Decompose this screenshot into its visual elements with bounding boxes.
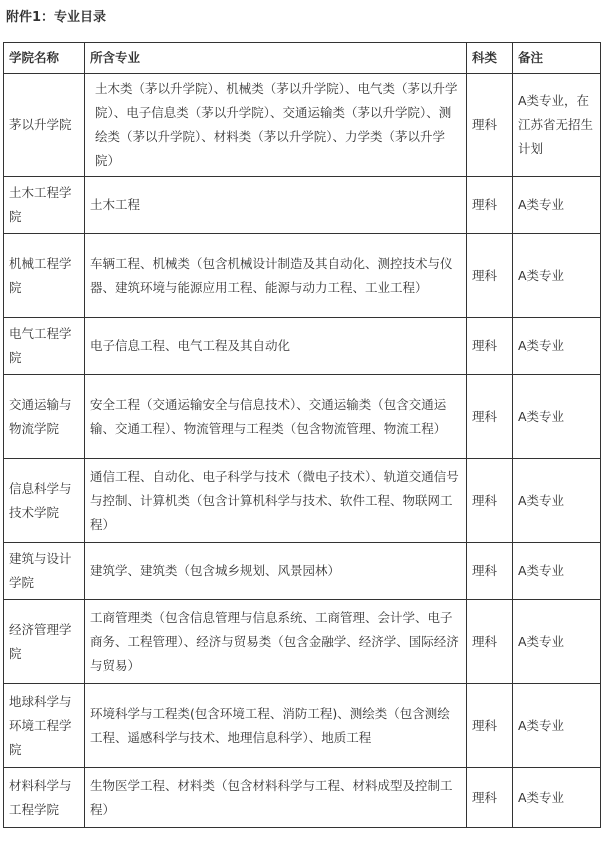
category-cell: 理科	[467, 375, 513, 459]
note-cell: A类专业	[513, 600, 601, 684]
note-cell: A类专业	[513, 459, 601, 543]
table-row	[4, 318, 601, 375]
table-header-row	[4, 43, 601, 74]
header-college: 学院名称	[4, 43, 85, 74]
majors-cell: 土木工程	[85, 177, 467, 234]
majors-cell: 电子信息工程、电气工程及其自动化	[85, 318, 467, 375]
category-cell: 理科	[467, 318, 513, 375]
category-cell: 理科	[467, 234, 513, 318]
note-cell: A类专业	[513, 768, 601, 828]
category-cell: 理科	[467, 768, 513, 828]
note-cell: A类专业	[513, 234, 601, 318]
table-row	[4, 768, 601, 828]
majors-cell: 车辆工程、机械类（包含机械设计制造及其自动化、测控技术与仪器、建筑环境与能源应用工程、能源与动力工程、工业工程）	[85, 234, 467, 318]
college-cell: 土木工程学院	[4, 177, 85, 234]
majors-cell: 通信工程、自动化、电子科学与技术（微电子技术）、轨道交通信号与控制、计算机类（包含计算机科学与技术、软件工程、物联网工程）	[85, 459, 467, 543]
college-cell: 机械工程学院	[4, 234, 85, 318]
major-catalog-table	[3, 42, 601, 828]
table-row	[4, 375, 601, 459]
category-cell: 理科	[467, 543, 513, 600]
category-cell: 理科	[467, 600, 513, 684]
majors-cell: 工商管理类（包含信息管理与信息系统、工商管理、会计学、电子商务、工程管理）、经济与贸易类（包含金融学、经济学、国际经济与贸易）	[85, 600, 467, 684]
majors-cell: 土木类（茅以升学院）、机械类（茅以升学院）、电气类（茅以升学院）、电子信息类（茅以升学院）、交通运输类（茅以升学院）、测绘类（茅以升学院）、材料类（茅以升学院）、力学类（茅以升学院）	[85, 74, 467, 177]
college-cell: 交通运输与物流学院	[4, 375, 85, 459]
table-row	[4, 543, 601, 600]
note-cell: A类专业	[513, 375, 601, 459]
document-title: 附件1：专业目录	[6, 10, 107, 25]
header-majors: 所含专业	[85, 43, 467, 74]
note-cell: A类专业	[513, 177, 601, 234]
majors-cell: 生物医学工程、材料类（包含材料科学与工程、材料成型及控制工程）	[85, 768, 467, 828]
college-cell: 信息科学与技术学院	[4, 459, 85, 543]
college-cell: 经济管理学院	[4, 600, 85, 684]
note-cell: A类专业	[513, 684, 601, 768]
table-row	[4, 177, 601, 234]
category-cell: 理科	[467, 74, 513, 177]
header-note: 备注	[513, 43, 601, 74]
majors-cell: 建筑学、建筑类（包含城乡规划、风景园林）	[85, 543, 467, 600]
college-cell: 材料科学与工程学院	[4, 768, 85, 828]
table-row	[4, 234, 601, 318]
note-cell: A类专业	[513, 543, 601, 600]
note-cell: A类专业	[513, 318, 601, 375]
category-cell: 理科	[467, 459, 513, 543]
college-cell: 电气工程学院	[4, 318, 85, 375]
college-cell: 茅以升学院	[4, 74, 85, 177]
table-row	[4, 74, 601, 177]
table-row	[4, 600, 601, 684]
category-cell: 理科	[467, 177, 513, 234]
table-row	[4, 684, 601, 768]
note-cell: A类专业，在江苏省无招生计划	[513, 74, 601, 177]
majors-cell: 安全工程（交通运输安全与信息技术）、交通运输类（包含交通运输、交通工程）、物流管理与工程类（包含物流管理、物流工程）	[85, 375, 467, 459]
college-cell: 建筑与设计学院	[4, 543, 85, 600]
majors-cell: 环境科学与工程类(包含环境工程、消防工程)、测绘类（包含测绘工程、遥感科学与技术、地理信息科学）、地质工程	[85, 684, 467, 768]
header-category: 科类	[467, 43, 513, 74]
college-cell: 地球科学与环境工程学院	[4, 684, 85, 768]
category-cell: 理科	[467, 684, 513, 768]
table-row	[4, 459, 601, 543]
